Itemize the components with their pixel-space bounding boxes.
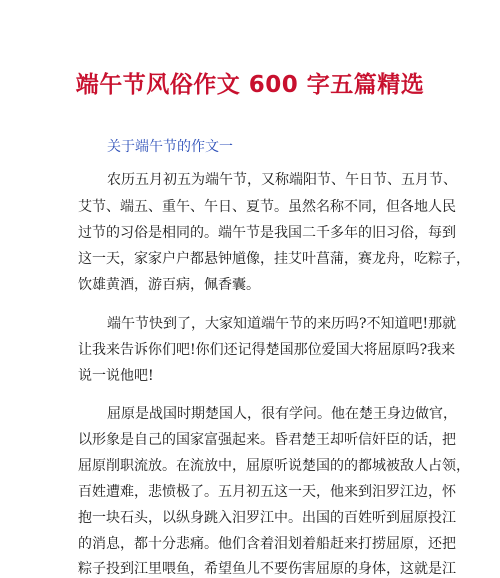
- section-heading: 关于端午节的作文一: [107, 139, 233, 155]
- text-line: 让我来告诉你们吧!你们还记得楚国那位爱国大将屈原吗?我来: [78, 342, 456, 358]
- text-line: 艾节、端五、重午、午日、夏节。虽然名称不同，但各地人民: [78, 199, 456, 215]
- text-line: 百姓遭难，悲愤极了。五月初五这一天，他来到汨罗江边，怀: [78, 484, 456, 500]
- text-line: 屈原削职流放。在流放中，屈原听说楚国的的都城被敌人占领，: [78, 458, 470, 474]
- text-line: 这一天，家家户户都悬钟馗像，挂艾叶菖蒲，赛龙舟，吃粽子，: [78, 251, 470, 267]
- text-line: 端午节快到了，大家知道端午节的来历吗?不知道吧!那就: [107, 316, 457, 332]
- text-line: 的消息，都十分悲痛。他们含着泪划着船赶来打捞屈原，还把: [78, 536, 456, 552]
- text-line: 农历五月初五为端午节，又称端阳节、午日节、五月节、: [107, 172, 457, 188]
- text-line: 饮雄黄酒，游百病，佩香囊。: [78, 277, 260, 293]
- text-line: 以形象是自己的国家富强起来。昏君楚王却听信奸臣的话，把: [78, 432, 456, 448]
- page-title: 端午节风俗作文 600 字五篇精选: [75, 72, 425, 98]
- text-line: 说一说他吧!: [78, 368, 154, 384]
- text-line: 抱一块石头，以纵身跳入汨罗江中。出国的百姓听到屈原投江: [78, 510, 456, 526]
- text-line: 粽子投到江里喂鱼，希望鱼儿不要伤害屈原的身体，这就是江: [78, 561, 456, 577]
- text-line: 屈原是战国时期楚国人，很有学问。他在楚王身边做官，: [107, 406, 457, 422]
- text-line: 过节的习俗是相同的。端午节是我国二千多年的旧习俗，每到: [78, 225, 456, 241]
